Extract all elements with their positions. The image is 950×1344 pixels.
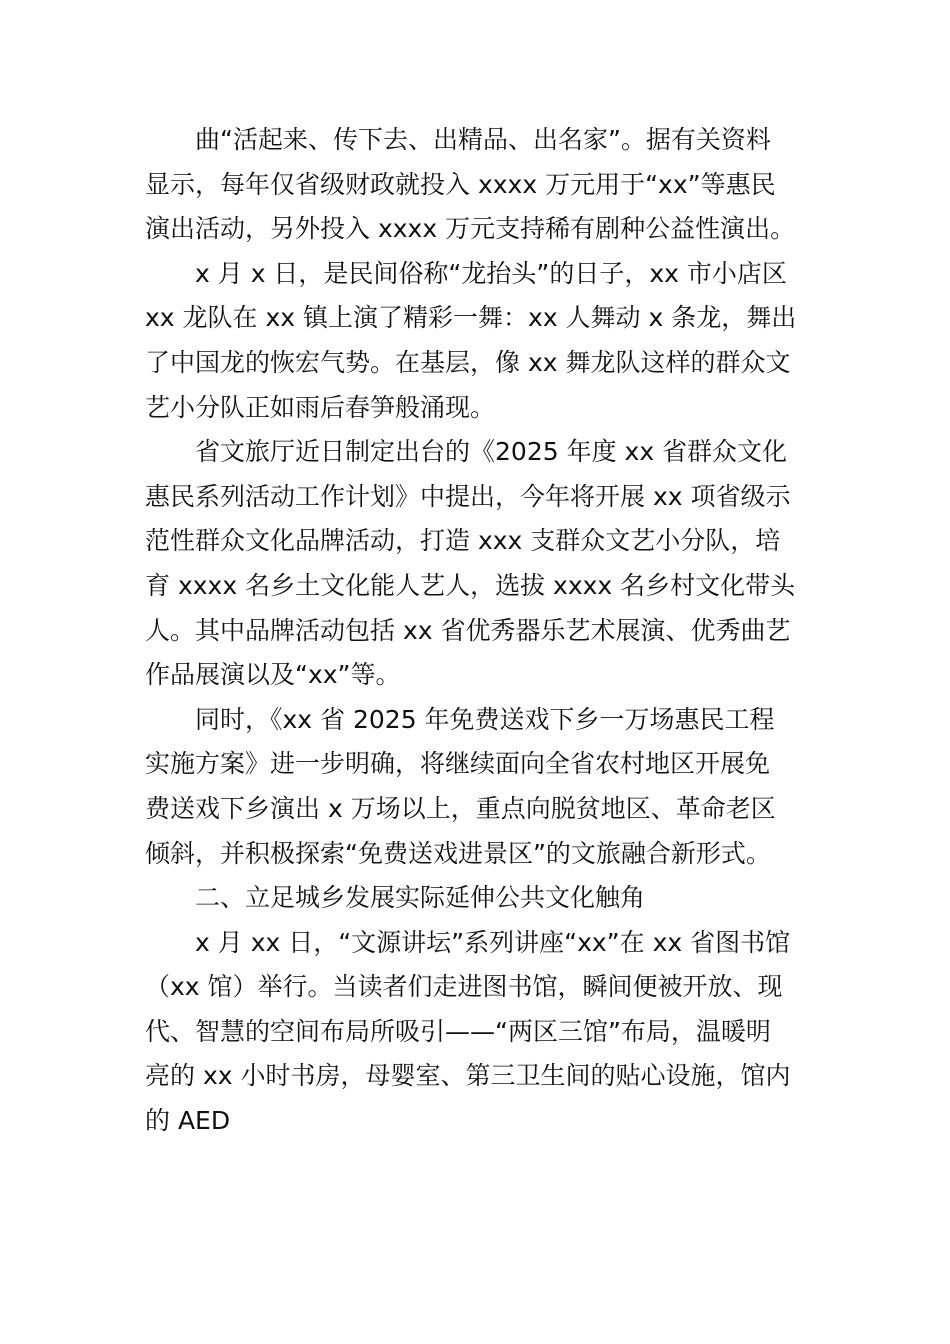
paragraph bbox=[145, 430, 807, 698]
text-line: 代、智慧的空间布局所吸引——“两区三馆”布局，温暖明 bbox=[145, 1016, 771, 1046]
text-line: 的 AED bbox=[145, 1106, 231, 1136]
text-line: 费送戏下乡演出 x 万场以上，重点向脱贫地区、革命老区 bbox=[145, 793, 776, 823]
text-line: 二、立足城乡发展实际延伸公共文化触角 bbox=[195, 883, 646, 913]
text-line: 显示，每年仅省级财政就投入 xxxx 万元用于“xx”等惠民 bbox=[145, 169, 776, 199]
text-line: 了中国龙的恢宏气势。在基层，像 xx 舞龙队这样的群众文 bbox=[145, 347, 791, 377]
document-body bbox=[145, 118, 807, 1144]
paragraph bbox=[145, 921, 807, 1144]
text-line: 倾斜，并积极探索“免费送戏进景区”的文旅融合新形式。 bbox=[145, 838, 771, 868]
text-line: xx 龙队在 xx 镇上演了精彩一舞：xx 人舞动 x 条龙，舞出 bbox=[145, 303, 797, 333]
text-line: （xx 馆）举行。当读者们走进图书馆，瞬间便被开放、现 bbox=[145, 972, 783, 1002]
text-line: 艺小分队正如雨后春笋般涌现。 bbox=[145, 392, 496, 422]
text-line: 人。其中品牌活动包括 xx 省优秀器乐艺术展演、优秀曲艺 bbox=[145, 615, 791, 645]
text-line: 惠民系列活动工作计划》中提出，今年将开展 xx 项省级示 bbox=[145, 481, 791, 511]
text-line: 作品展演以及“xx”等。 bbox=[145, 660, 401, 690]
text-line: 实施方案》进一步明确，将继续面向全省农村地区开展免 bbox=[145, 749, 771, 779]
text-line: 范性群众文化品牌活动，打造 xxx 支群众文艺小分队，培 bbox=[145, 526, 781, 556]
text-line: x 月 xx 日，“文源讲坛”系列讲座“xx”在 xx 省图书馆 bbox=[195, 927, 791, 957]
text-line: 省文旅厅近日制定出台的《2025 年度 xx 省群众文化 bbox=[195, 437, 788, 467]
paragraph bbox=[145, 118, 807, 252]
text-line: 演出活动，另外投入 xxxx 万元支持稀有剧种公益性演出。 bbox=[145, 214, 796, 244]
text-line: 同时，《xx 省 2025 年免费送戏下乡一万场惠民工程 bbox=[195, 704, 775, 734]
paragraph bbox=[145, 698, 807, 876]
text-line: 育 xxxx 名乡土文化能人艺人，选拔 xxxx 名乡村文化带头 bbox=[145, 570, 796, 600]
paragraph bbox=[145, 252, 807, 430]
text-line: 亮的 xx 小时书房，母婴室、第三卫生间的贴心设施，馆内 bbox=[145, 1061, 791, 1091]
text-line: 曲“活起来、传下去、出精品、出名家”。据有关资料 bbox=[195, 125, 771, 154]
paragraph bbox=[145, 876, 807, 921]
text-line: x 月 x 日，是民间俗称“龙抬头”的日子，xx 市小店区 bbox=[195, 258, 787, 288]
